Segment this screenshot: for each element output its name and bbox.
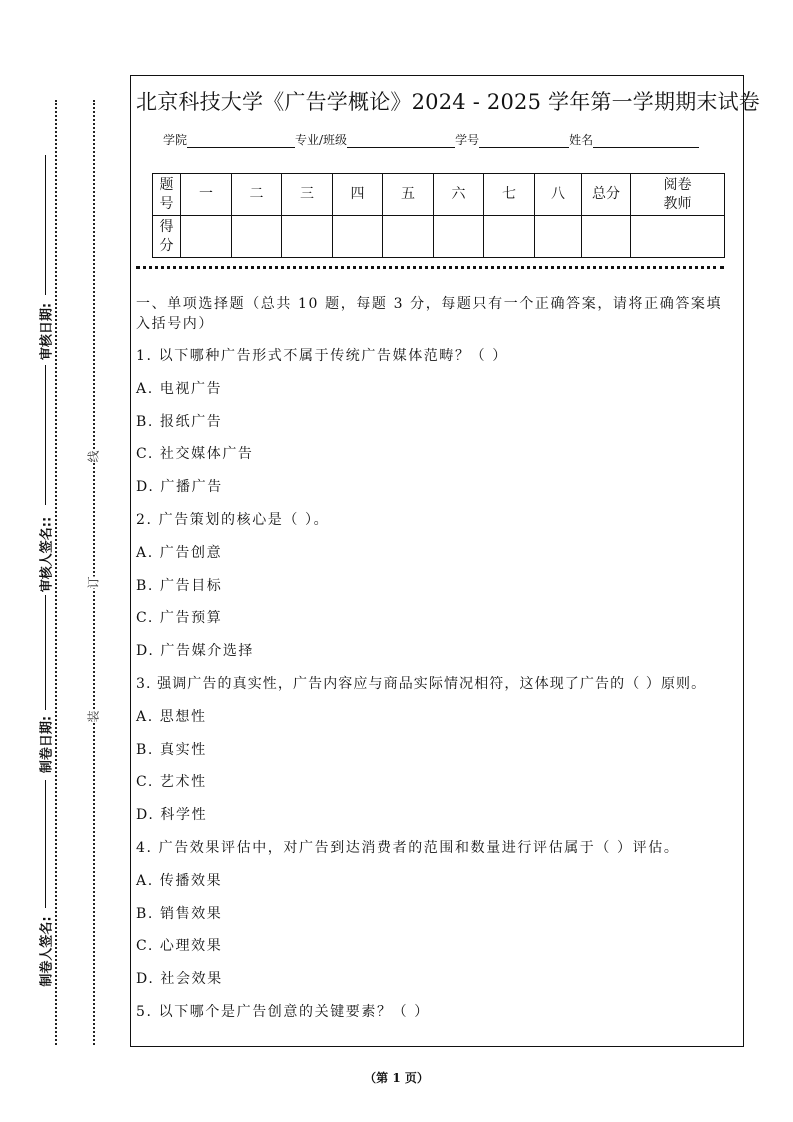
answer-option: D. 广播广告	[136, 479, 223, 496]
question-text: 1. 以下哪种广告形式不属于传统广告媒体范畴？（ ）	[136, 348, 508, 364]
answer-option: B. 报纸广告	[136, 413, 223, 430]
reviewer-signature-blank	[45, 365, 46, 505]
score-cell[interactable]	[434, 216, 484, 258]
col-header: 七	[484, 174, 535, 216]
binding-mark-zhuang: 装	[83, 710, 104, 722]
col-header: 八	[535, 174, 582, 216]
col-header: 二	[232, 174, 282, 216]
major-class-label: 专业/班级	[295, 133, 348, 147]
score-row	[153, 216, 725, 258]
answer-option: B. 广告目标	[136, 577, 223, 594]
maker-date-blank	[45, 595, 46, 710]
grader-cell[interactable]	[631, 216, 725, 258]
college-label: 学院	[163, 133, 188, 147]
answer-option: D. 社会效果	[136, 971, 223, 988]
answer-option: A. 思想性	[136, 708, 207, 725]
student-info-row	[163, 131, 699, 148]
name-field[interactable]	[593, 133, 699, 148]
score-cell[interactable]	[535, 216, 582, 258]
section-heading: 入括号内）	[136, 316, 214, 332]
section-separator	[136, 266, 724, 269]
answer-option: B. 真实性	[136, 741, 207, 758]
score-table	[152, 173, 725, 258]
score-cell[interactable]	[484, 216, 535, 258]
col-header: 四	[333, 174, 383, 216]
answer-option: B. 销售效果	[136, 905, 223, 922]
binding-dotted-line-inner	[93, 100, 95, 1045]
col-header-total: 总分	[582, 174, 631, 216]
score-cell[interactable]	[333, 216, 383, 258]
reviewer-signature-label: 审核人签名::	[39, 516, 55, 593]
question-text: 5. 以下哪个是广告创意的关键要素？（ ）	[136, 1004, 430, 1020]
binding-dotted-line-outer	[55, 100, 57, 1045]
row-label-question: 题 号	[153, 174, 181, 216]
col-header: 六	[434, 174, 484, 216]
question-text: 3. 强调广告的真实性，广告内容应与商品实际情况相符，这体现了广告的（ ）原则。	[136, 676, 707, 692]
answer-option: A. 传播效果	[136, 872, 223, 889]
answer-option: C. 心理效果	[136, 938, 223, 955]
answer-option: A. 电视广告	[136, 380, 223, 397]
maker-date-label: 制卷日期:	[39, 715, 55, 774]
college-field[interactable]	[187, 133, 295, 148]
maker-signature-blank	[45, 780, 46, 908]
name-label: 姓名	[569, 133, 594, 147]
answer-option: D. 广告媒介选择	[136, 643, 255, 660]
answer-option: D. 科学性	[136, 807, 208, 824]
answer-option: C. 社交媒体广告	[136, 446, 254, 463]
binding-mark-ding: 订	[83, 576, 104, 588]
major-class-field[interactable]	[347, 133, 455, 148]
score-cell[interactable]	[232, 216, 282, 258]
score-cell[interactable]	[282, 216, 333, 258]
col-header: 一	[181, 174, 232, 216]
col-header: 五	[383, 174, 434, 216]
col-header-grader: 阅卷 教师	[631, 174, 725, 216]
reviewer-date-blank	[45, 155, 46, 295]
answer-option: C. 广告预算	[136, 610, 223, 627]
answer-option: C. 艺术性	[136, 774, 207, 791]
score-cell[interactable]	[181, 216, 232, 258]
score-cell[interactable]	[383, 216, 434, 258]
binding-mark-xian: 线	[83, 450, 104, 462]
maker-signature-label: 制卷人签名:	[39, 916, 55, 987]
section-heading: 一、单项选择题（总共 10 题，每题 3 分，每题只有一个正确答案，请将正确答案填	[136, 296, 723, 312]
exam-title: 北京科技大学《广告学概论》2024 - 2025 学年第一学期期末试卷	[136, 90, 761, 114]
question-number-row	[153, 174, 725, 216]
row-label-score: 得 分	[153, 216, 181, 258]
question-text: 2. 广告策划的核心是（ ）。	[136, 512, 330, 528]
student-id-field[interactable]	[479, 133, 569, 148]
answer-option: A. 广告创意	[136, 544, 223, 561]
reviewer-date-label: 审核日期:	[39, 302, 55, 361]
total-score-cell[interactable]	[582, 216, 631, 258]
student-id-label: 学号	[455, 133, 480, 147]
page-number: （第 1 页）	[364, 1071, 429, 1085]
col-header: 三	[282, 174, 333, 216]
question-text: 4. 广告效果评估中，对广告到达消费者的范围和数量进行评估属于（ ）评估。	[136, 840, 680, 856]
